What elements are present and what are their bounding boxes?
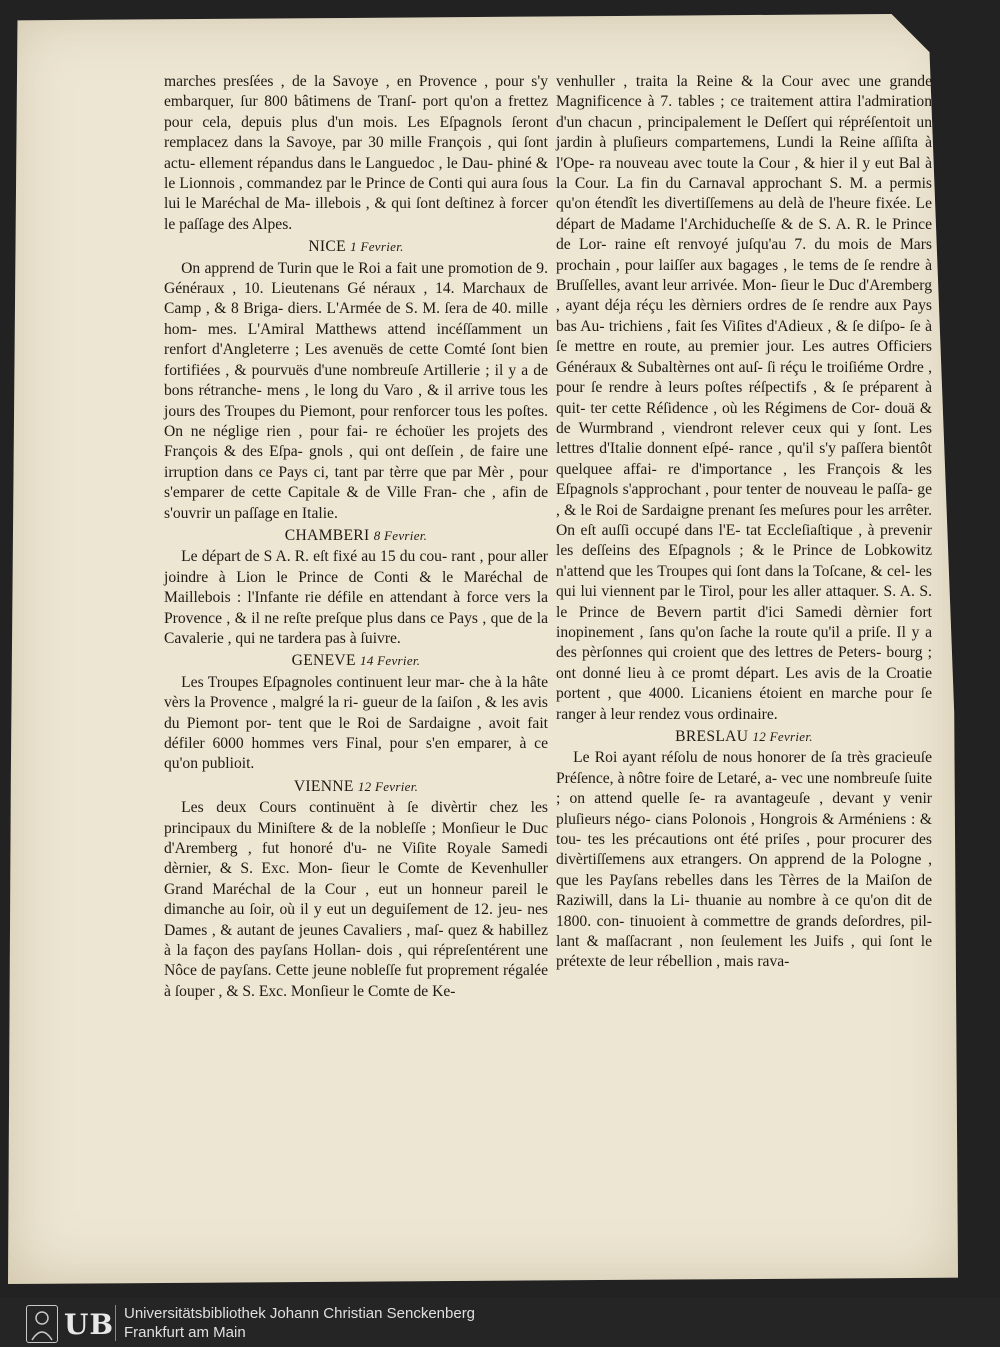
dateline-place: BRESLAU [675, 728, 749, 745]
dateline [164, 237, 548, 257]
article-paragraph: Le Roi ayant réſolu de nous honorer de ſa très gracieuſe Préſence, à nôtre foire de Letaré, a- vec une nombreuſe ſuite ; on attend quelle ſe- ra avantageuſe , devant y venir pluſieurs négo- cians Polonois , Hongrois & Arméniens : & tou- tes les précautions ont été priſes , pour procurer des divèrtiſſemens aux etrangers. On apprend de la Pologne , que les Payſans rebelles dans les Tèrres de la Maiſon de Raziwill, dans la Li- thuanie au nombre à ce qu'on dit de 1800. con- tinuoient à commettre de grands deſordres, pil- lant & maſſacrant , non ſeulement les Juifs , qui ſont le prétexte de leur rébellion , mais rava- [556, 749, 932, 971]
dateline [556, 727, 932, 747]
footer-divider [115, 1305, 116, 1341]
dateline [164, 526, 548, 546]
dateline-place: GENEVE [291, 652, 356, 670]
dateline [164, 777, 548, 797]
left-column [164, 72, 548, 1002]
article-paragraph: Les deux Cours continuënt à ſe divèrtir chez les principaux du Miniſtere & de la nobleſſe ; Monſieur le Duc d'Aremberg , fut honoré d'u- ne Viſite Royale Samedi dèrnier, & S. Exc. Mon- ſieur le Comte de Kevenhuller Grand Maréchal de la Cour , eut un honneur pareil le dimanche au ſoir, où il y eut un deguiſement de 12. jeu- nes Dames , & autant de jeunes Cavaliers , maſ- quez & habillez à la façon des payſans Hollan- dois , qui répreſentérent une Nôce de payſans. Cette jeune nobleſſe fut proprement régalée à ſouper , & S. Exc. Monſieur le Comte de Ke- [164, 799, 548, 1000]
right-column [556, 72, 932, 973]
article-paragraph: marches presſées , de la Savoye , en Provence , pour s'y embarquer, ſur 800 bâtimens de Tranſ- port qu'on a frettez pour cela, depuis plus d'un mois. Les Eſpagnols ſeront remplacez dans la Savoye, par 30 mille François , qui ſont actu- ellement répandus dans le Languedoc , le Dau- phiné & le Lionnois , commandez par le Prince de Conti qui aura ſous lui le Maréchal de Ma- illebois , & qui ſont deſtinez à forcer le paſſage des Alpes. [164, 73, 548, 233]
article-paragraph: On apprend de Turin que le Roi a fait une promotion de 9. Généraux , 10. Lieutenans Gé néraux , 14. Marchaux de Camp , & 8 Briga- diers. L'Armée de S. M. ſera de 40. mille hom- mes. L'Amiral Matthews attend incéſſamment un renfort d'Angleterre ; Les avenuës de cette Comté ſont bien fortifiées , & pourvuës d'une nombreuſe Artillerie ; il y a de bons rétranche- mens , le long du Varo , & il arrive tous les jours des Troupes du Piemont, pour renforcer tous les poſtes. On ne néglige rien , pour fai- re échoüer les projets des François & des Eſpa- gnols , qui ont deſſein , de faire une irruption dans ce Pays ci, tant par tèrre que par Mèr , pour s'emparer de cette Capitale & de Ville Fran- che , afin de s'ouvrir un paſſage en Italie. [164, 259, 548, 522]
institution-name [124, 1304, 475, 1342]
dateline-place: NICE [308, 238, 346, 256]
article-paragraph: venhuller , traita la Reine & la Cour avec une grande Magnificence à 7. tables ; ce traitement attira l'admiration d'un chacun , principalement le Deſſert qui répréſentoit un jardin à pluſieurs compartemens, Lundi la Reine aſſiſta à l'Ope- ra nouveau avec toute la Cour , & hier il y eut Bal à la Cour. La fin du Carnaval approchant S. M. a permis qu'on étendît les divertiſſemens au delà de l'heure fixée. Le départ de Madame l'Archiducheſſe & de S. A. R. le Prince de Lor- raine eſt renvoyé juſqu'au 7. du mois de Mars prochain , pour laiſſer aux bagages , le tems de ſe rendre à Bruſſelles, avant leur arrivée. Mon- ſieur le Duc d'Aremberg , ayant déja réçu les dèrniers ordres de ſe rendre aux Pays bas Au- trichiens , fait ſes Viſites d'Adieux , & ſe diſpo- ſe à ſe mettre en route, au premier jour. Les autres Officiers Généraux & Subaltèrnes ont auſ- ſi réçu le troiſiéme Ordre , pour ſe rendre à leurs poſtes réſpectifs , & ſe préparent à quit- ter cette Réſidence , où les Régimens de Cor- douä & de Wurmbrand , viendront relever ceux qui y ſont. Les lettres d'Italie donnent eſpé- rance , qu'il s'y paſſera bientôt quelquee affai- re d'importance , les François & les Eſpagnols s'approchant , pour tenter de nouveau le paſſa- ge , & le Roi de Sardaigne prenant ſes meſures pour les arrêter. On eſt auſſi occupé dans l'E- tat Eccleſiaſtique , à prevenir les deſſeins des Eſpagnols ; & le Prince de Lobkowitz n'attend que les Troupes qui ſont dans la Toſcane, & cel- les qui lui viennent par le Tirol, pour les aller attaquer. S. A. S. le Prince de Bevern partit d'ici Samedi dèrnier fort inopinement , ſans qu'on ſache la route qu'il a priſe. Il y a des pèrſonnes qui croient que des lettres de Peters- bourg ; ont donné lieu à ce promt départ. Les avis de la Croatie portent , que 4000. Licaniens étoient en marche pour ſe ranger à leur rendez vous ordinaire. [556, 73, 932, 723]
dateline-date: 1 Fevrier. [350, 239, 404, 255]
ub-logo-text: UB [64, 1308, 115, 1341]
dateline-date: 12 Fevrier. [752, 729, 813, 744]
article-paragraph: Les Troupes Eſpagnoles continuent leur mar- che à la hâte vèrs la Provence , malgré la ri- gueur de la ſaiſon , & les avis du Piemont por- tent que le Roi de Sardaigne , avoit fait défiler 6000 hommes vers Final, pour s'en emparer, à ce qu'on publioit. [164, 673, 548, 773]
portrait-icon [27, 1306, 57, 1342]
dateline-date: 8 Fevrier. [373, 527, 428, 543]
dateline-date: 14 Fevrier. [360, 653, 421, 669]
ub-logo-icon [26, 1305, 58, 1343]
institution-line-1: Universitätsbibliothek Johann Christian Senckenberg [124, 1305, 476, 1322]
dateline [164, 651, 548, 671]
article-paragraph: Le départ de S A. R. eſt fixé au 15 du cou- rant , pour aller joindre à Lion le Prince de Conti & le Maréchal de Maillebois : l'Infante rie défile en attendant à force vers la Provence , & il ne reſte preſque plus dans ce Pays , que de la Cavalerie , qui ne tardera pas à ſuivre. [164, 548, 548, 647]
dateline-place: VIENNE [293, 777, 354, 795]
institution-line-2: Frankfurt am Main [124, 1324, 246, 1341]
dateline-place: CHAMBERI [284, 526, 370, 544]
dateline-date: 12 Fevrier. [357, 778, 419, 794]
